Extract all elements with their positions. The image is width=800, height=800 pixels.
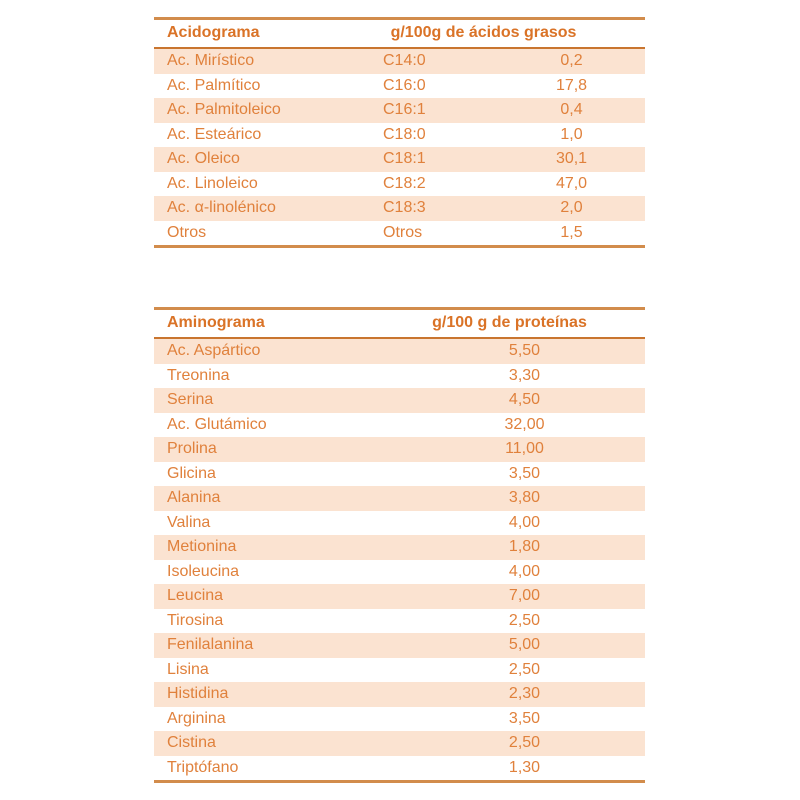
- acid-code-cell: Otros: [383, 223, 423, 241]
- table-row: [154, 338, 645, 364]
- table-row: [154, 756, 645, 782]
- acid-code-cell: C18:3: [383, 199, 426, 216]
- amino-value-cell: 32,00: [504, 415, 545, 433]
- amino-name-cell: Tirosina: [167, 611, 224, 629]
- table-row: [154, 74, 645, 99]
- amino-value-cell: 3,50: [508, 464, 541, 482]
- acid-value-cell: 0,2: [560, 52, 583, 69]
- acid-code-cell: C18:2: [383, 174, 426, 192]
- amino-value-cell: 4,50: [508, 391, 541, 408]
- amino-value-cell: 2,30: [508, 685, 541, 702]
- acidograma-table: [154, 17, 645, 248]
- table-row: [154, 123, 645, 148]
- acid-name-cell: Ac. Palmítico: [167, 76, 261, 94]
- amino-name-cell: Lisina: [167, 660, 209, 678]
- table-row: [154, 511, 645, 536]
- amino-value-cell: 3,50: [508, 709, 541, 727]
- acidograma-header: [154, 19, 645, 49]
- amino-name-cell: Ac. Aspártico: [167, 342, 261, 359]
- aminograma-title: Aminograma: [154, 309, 404, 339]
- table-row: [154, 196, 645, 221]
- amino-value-cell: 7,00: [508, 587, 541, 604]
- amino-name-cell: Metionina: [167, 538, 237, 555]
- acid-value-cell: 0,4: [560, 101, 583, 118]
- aminograma-header: [154, 309, 645, 339]
- acidograma-title: Acidograma: [154, 19, 370, 49]
- table-row: [154, 633, 645, 658]
- table-row: [154, 221, 645, 247]
- acid-value-cell: 47,0: [555, 174, 588, 192]
- acid-name-cell: Ac. Linoleico: [167, 174, 258, 192]
- aminograma-table: [154, 307, 645, 783]
- table-row: [154, 462, 645, 487]
- table-row: [154, 98, 645, 123]
- amino-name-cell: Ac. Glutámico: [167, 415, 267, 433]
- amino-name-cell: Serina: [167, 391, 214, 408]
- table-row: [154, 147, 645, 172]
- acid-name-cell: Ac. Palmitoleico: [167, 101, 281, 118]
- table-row: [154, 388, 645, 413]
- acid-name-cell: Ac. Oleico: [167, 150, 240, 167]
- table-row: [154, 48, 645, 74]
- table-row: [154, 486, 645, 511]
- table-row: [154, 364, 645, 389]
- acid-name-cell: Ac. Mirístico: [167, 52, 255, 69]
- amino-value-cell: 2,50: [508, 611, 541, 629]
- table-row: [154, 535, 645, 560]
- table-row: [154, 437, 645, 462]
- acid-code-cell: C14:0: [383, 52, 426, 69]
- amino-value-cell: 5,00: [508, 636, 541, 653]
- amino-name-cell: Arginina: [167, 709, 226, 727]
- table-row: [154, 658, 645, 683]
- aminograma-body: [154, 338, 645, 782]
- header-row: [154, 309, 645, 339]
- table-row: [154, 172, 645, 197]
- amino-value-cell: 1,80: [508, 538, 541, 555]
- amino-name-cell: Treonina: [167, 366, 230, 384]
- amino-name-cell: Cistina: [167, 734, 216, 751]
- amino-value-cell: 4,00: [508, 562, 541, 580]
- acid-value-cell: 1,0: [560, 125, 583, 143]
- acidograma-section: [154, 17, 645, 248]
- acid-name-cell: Otros: [167, 223, 207, 241]
- acid-name-cell: Ac. Esteárico: [167, 125, 262, 143]
- amino-name-cell: Histidina: [167, 685, 229, 702]
- acid-code-cell: C16:1: [383, 101, 426, 118]
- table-row: [154, 609, 645, 634]
- table-row: [154, 707, 645, 732]
- aminograma-unit-header: g/100 g de proteínas: [404, 309, 645, 339]
- amino-name-cell: Leucina: [167, 587, 224, 604]
- table-row: [154, 584, 645, 609]
- acidograma-body: [154, 48, 645, 247]
- amino-value-cell: 5,50: [508, 342, 541, 359]
- acidograma-unit-header: g/100g de ácidos grasos: [370, 19, 645, 49]
- table-row: [154, 413, 645, 438]
- table-row: [154, 560, 645, 585]
- amino-name-cell: Triptófano: [167, 758, 239, 776]
- amino-value-cell: 3,80: [508, 489, 541, 506]
- acid-code-cell: C16:0: [383, 76, 426, 94]
- amino-name-cell: Fenilalanina: [167, 636, 254, 653]
- acid-name-cell: Ac. α-linolénico: [167, 199, 276, 216]
- acid-value-cell: 2,0: [560, 199, 583, 216]
- acid-code-cell: C18:1: [383, 150, 426, 167]
- amino-name-cell: Isoleucina: [167, 562, 240, 580]
- amino-name-cell: Valina: [167, 513, 211, 531]
- acid-value-cell: 17,8: [555, 76, 588, 94]
- amino-value-cell: 2,50: [508, 660, 541, 678]
- amino-name-cell: Glicina: [167, 464, 216, 482]
- header-row: [154, 19, 645, 49]
- table-row: [154, 682, 645, 707]
- acid-value-cell: 30,1: [555, 150, 588, 167]
- amino-value-cell: 3,30: [508, 366, 541, 384]
- acid-code-cell: C18:0: [383, 125, 426, 143]
- amino-value-cell: 1,30: [508, 758, 541, 776]
- amino-value-cell: 11,00: [505, 440, 544, 457]
- amino-name-cell: Alanina: [167, 489, 221, 506]
- aminograma-section: [154, 307, 645, 783]
- table-row: [154, 731, 645, 756]
- acid-value-cell: 1,5: [560, 223, 583, 241]
- amino-name-cell: Prolina: [167, 440, 217, 457]
- amino-value-cell: 4,00: [508, 513, 541, 531]
- amino-value-cell: 2,50: [508, 734, 541, 751]
